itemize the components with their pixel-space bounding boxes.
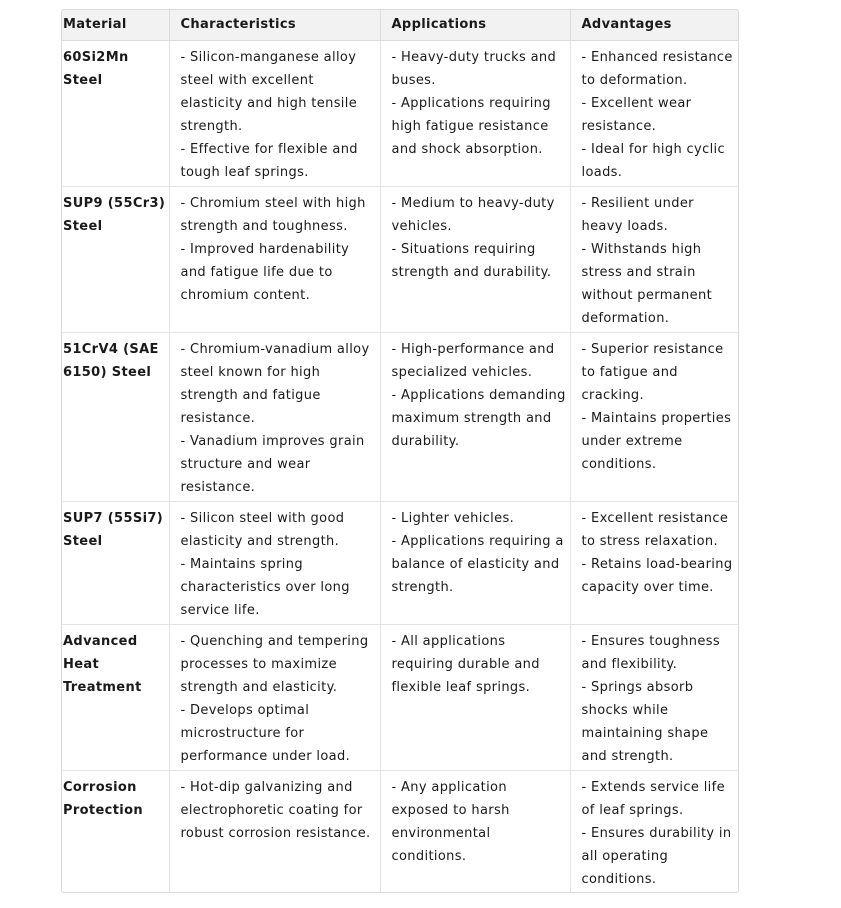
characteristics-cell — [169, 40, 380, 186]
advantages-line: - Resilient under heavy loads. — [581, 195, 694, 234]
advantages-cell — [570, 501, 738, 624]
characteristics-line: - Silicon steel with good elasticity and strength. — [180, 510, 345, 549]
characteristics-line: - Effective for flexible and tough leaf springs. — [180, 141, 358, 180]
applications-cell — [380, 186, 570, 332]
spring-materials-table-container — [61, 9, 739, 893]
advantages-line: - Ideal for high cyclic loads. — [581, 141, 726, 180]
applications-line: - Medium to heavy-duty vehicles. — [391, 195, 555, 234]
advantages-line: - Withstands high stress and strain without permanent deformation. — [581, 241, 713, 326]
applications-line: - Applications requiring a balance of elasticity and strength. — [391, 533, 564, 595]
table-row — [62, 186, 738, 332]
table-row — [62, 501, 738, 624]
advantages-line: - Superior resistance to fatigue and cracking. — [581, 341, 724, 403]
material-cell: Advanced Heat Treatment — [62, 624, 169, 770]
material-cell: SUP7 (55Si7) Steel — [62, 501, 169, 624]
advantages-line: - Ensures durability in all operating conditions. — [581, 825, 732, 887]
table-row — [62, 770, 738, 892]
material-cell: 51CrV4 (SAE 6150) Steel — [62, 332, 169, 501]
advantages-cell — [570, 186, 738, 332]
header-advantages: Advantages — [570, 10, 738, 40]
characteristics-cell — [169, 332, 380, 501]
header-characteristics: Characteristics — [169, 10, 380, 40]
advantages-line: - Springs absorb shocks while maintaining shape and strength. — [581, 679, 709, 764]
advantages-line: - Excellent resistance to stress relaxation. — [581, 510, 729, 549]
header-material: Material — [62, 10, 169, 40]
characteristics-line: - Hot-dip galvanizing and electrophoretic coating for robust corrosion resistance. — [180, 779, 371, 841]
characteristics-line: - Silicon-manganese alloy steel with excellent elasticity and high tensile strength. — [180, 49, 358, 134]
applications-cell — [380, 40, 570, 186]
applications-cell — [380, 770, 570, 892]
advantages-line: - Maintains properties under extreme conditions. — [581, 410, 732, 472]
characteristics-line: - Quenching and tempering processes to maximize strength and elasticity. — [180, 633, 369, 695]
applications-cell — [380, 624, 570, 770]
advantages-line: - Extends service life of leaf springs. — [581, 779, 725, 818]
advantages-cell — [570, 332, 738, 501]
advantages-line: - Retains load-bearing capacity over time. — [581, 556, 733, 595]
applications-cell — [380, 501, 570, 624]
material-cell: 60Si2Mn Steel — [62, 40, 169, 186]
applications-line: - Heavy-duty trucks and buses. — [391, 49, 557, 88]
characteristics-line: - Improved hardenability and fatigue life due to chromium content. — [180, 241, 350, 303]
table-row — [62, 332, 738, 501]
advantages-line: - Ensures toughness and flexibility. — [581, 633, 720, 672]
applications-line: - Applications demanding maximum strength and durability. — [391, 387, 566, 449]
applications-line: - Situations requiring strength and durability. — [391, 241, 552, 280]
table-header — [62, 10, 738, 40]
applications-cell — [380, 332, 570, 501]
advantages-cell — [570, 770, 738, 892]
applications-line: - Applications requiring high fatigue resistance and shock absorption. — [391, 95, 551, 157]
characteristics-cell — [169, 186, 380, 332]
characteristics-cell — [169, 770, 380, 892]
table-body — [62, 40, 738, 892]
header-applications: Applications — [380, 10, 570, 40]
characteristics-line: - Develops optimal microstructure for performance under load. — [180, 702, 351, 764]
table-row — [62, 624, 738, 770]
advantages-cell — [570, 40, 738, 186]
table-row — [62, 40, 738, 186]
applications-line: - All applications requiring durable and flexible leaf springs. — [391, 633, 540, 695]
characteristics-line: - Maintains spring characteristics over long service life. — [180, 556, 350, 618]
spring-materials-table — [62, 10, 738, 892]
applications-line: - High-performance and specialized vehicles. — [391, 341, 555, 380]
advantages-cell — [570, 624, 738, 770]
applications-line: - Any application exposed to harsh environmental conditions. — [391, 779, 510, 864]
advantages-line: - Excellent wear resistance. — [581, 95, 692, 134]
characteristics-cell — [169, 501, 380, 624]
applications-line: - Lighter vehicles. — [391, 510, 515, 526]
characteristics-line: - Chromium steel with high strength and toughness. — [180, 195, 366, 234]
header-row — [62, 10, 738, 40]
characteristics-line: - Vanadium improves grain structure and wear resistance. — [180, 433, 365, 495]
advantages-line: - Enhanced resistance to deformation. — [581, 49, 733, 88]
material-cell: Corrosion Protection — [62, 770, 169, 892]
material-cell: SUP9 (55Cr3) Steel — [62, 186, 169, 332]
characteristics-cell — [169, 624, 380, 770]
characteristics-line: - Chromium-vanadium alloy steel known for high strength and fatigue resistance. — [180, 341, 370, 426]
